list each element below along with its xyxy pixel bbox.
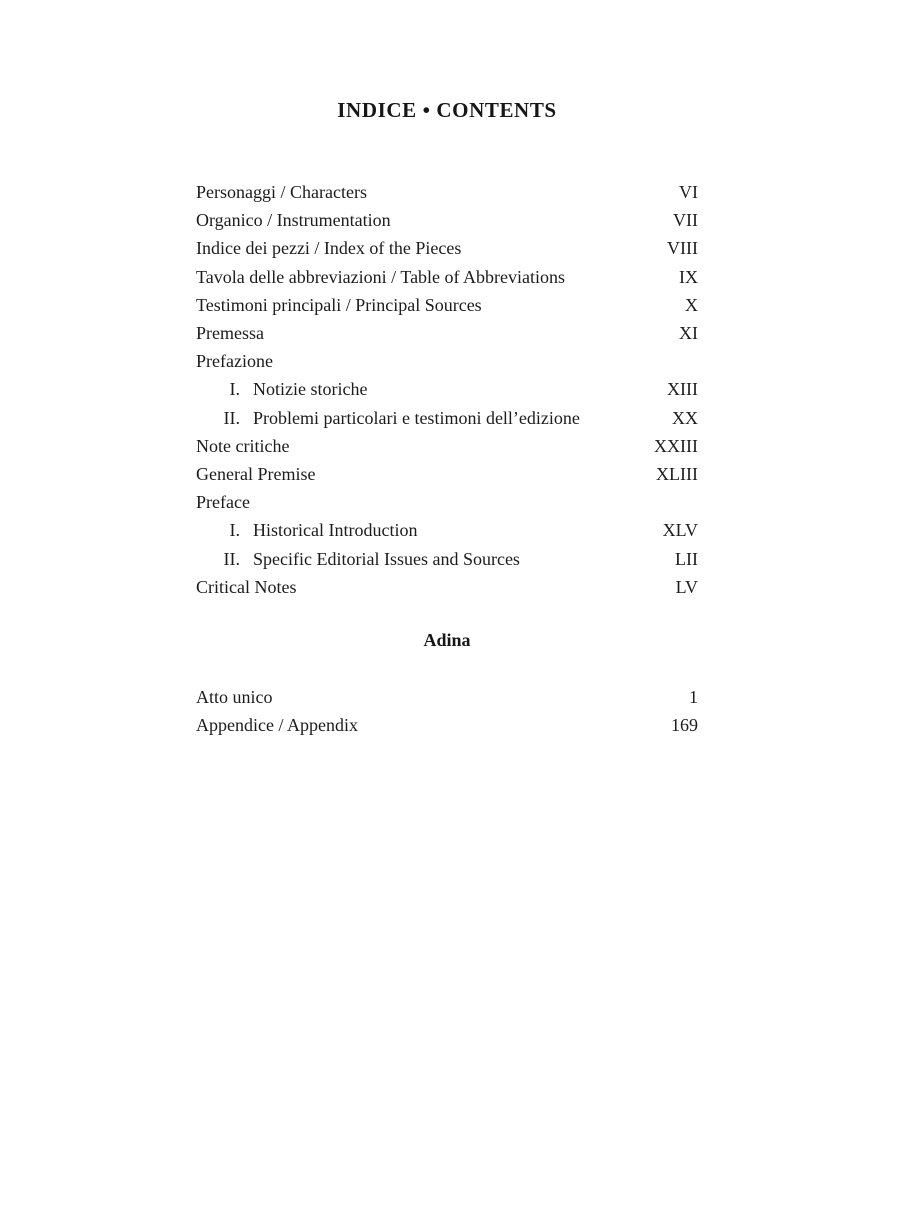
toc-item-page-number: VIII [667, 238, 698, 259]
toc-item-page-number: XIII [667, 379, 698, 400]
toc-row [196, 375, 698, 403]
toc-front-matter-list [196, 178, 698, 601]
toc-item-page-number: VII [673, 210, 698, 231]
toc-item-page-number: XLIII [656, 464, 698, 485]
toc-row [196, 263, 698, 291]
toc-item-page-number: XLV [662, 520, 698, 541]
toc-row [196, 516, 698, 544]
toc-row [196, 711, 698, 739]
section-heading-adina: Adina [423, 630, 471, 651]
toc-row [196, 178, 698, 206]
toc-item-label: Critical Notes [196, 576, 297, 597]
toc-row [196, 432, 698, 460]
toc-item-label: Notizie storiche [253, 379, 368, 400]
toc-item-label: Problemi particolari e testimoni dell’edizione [253, 407, 580, 428]
toc-item-page-number: 169 [671, 715, 698, 736]
toc-item-label: Testimoni principali / Principal Sources [196, 294, 482, 315]
toc-item-page-number: XXIII [654, 435, 698, 456]
toc-item-numeral: II. [223, 407, 240, 428]
toc-row [196, 347, 698, 375]
toc-row [196, 291, 698, 319]
toc-item-label: Personaggi / Characters [196, 182, 367, 202]
toc-item-numeral: I. [229, 520, 240, 541]
toc-row [196, 460, 698, 488]
toc-item-label: Tavola delle abbreviazioni / Table of Abbreviations [196, 266, 566, 287]
toc-item-page-number: XX [672, 407, 698, 428]
toc-item-numeral: I. [229, 379, 240, 400]
toc-row [196, 319, 698, 347]
toc-item-page-number: 1 [689, 687, 698, 708]
toc-item-label: Prefazione [196, 351, 273, 372]
toc-row [196, 488, 698, 516]
toc-item-label: Specific Editorial Issues and Sources [253, 548, 520, 569]
page-title: INDICE • CONTENTS [337, 98, 557, 122]
toc-row [196, 206, 698, 234]
toc-item-label: Historical Introduction [253, 520, 418, 541]
toc-item-label: Premessa [196, 323, 264, 344]
toc-adina-list [196, 683, 698, 739]
toc-item-label: Note critiche [196, 435, 290, 456]
toc-item-label: Atto unico [196, 687, 273, 708]
toc-item-page-number: VI [679, 182, 698, 202]
toc-item-label: General Premise [196, 464, 316, 485]
toc-row [196, 545, 698, 573]
toc-item-numeral: II. [223, 548, 240, 569]
toc-item-page-number: XI [679, 323, 698, 344]
toc-item-label: Preface [196, 492, 250, 513]
toc-item-page-number: X [685, 294, 698, 315]
toc-row [196, 404, 698, 432]
toc-item-label: Appendice / Appendix [196, 715, 358, 736]
toc-item-label: Indice dei pezzi / Index of the Pieces [196, 238, 462, 259]
toc-item-page-number: LII [675, 548, 698, 569]
toc-row [196, 683, 698, 711]
toc-item-page-number: LV [675, 576, 698, 597]
toc-item-page-number: IX [679, 266, 698, 287]
toc-row [196, 573, 698, 601]
toc-item-label: Organico / Instrumentation [196, 210, 391, 231]
contents-column [196, 0, 698, 739]
toc-row [196, 234, 698, 262]
